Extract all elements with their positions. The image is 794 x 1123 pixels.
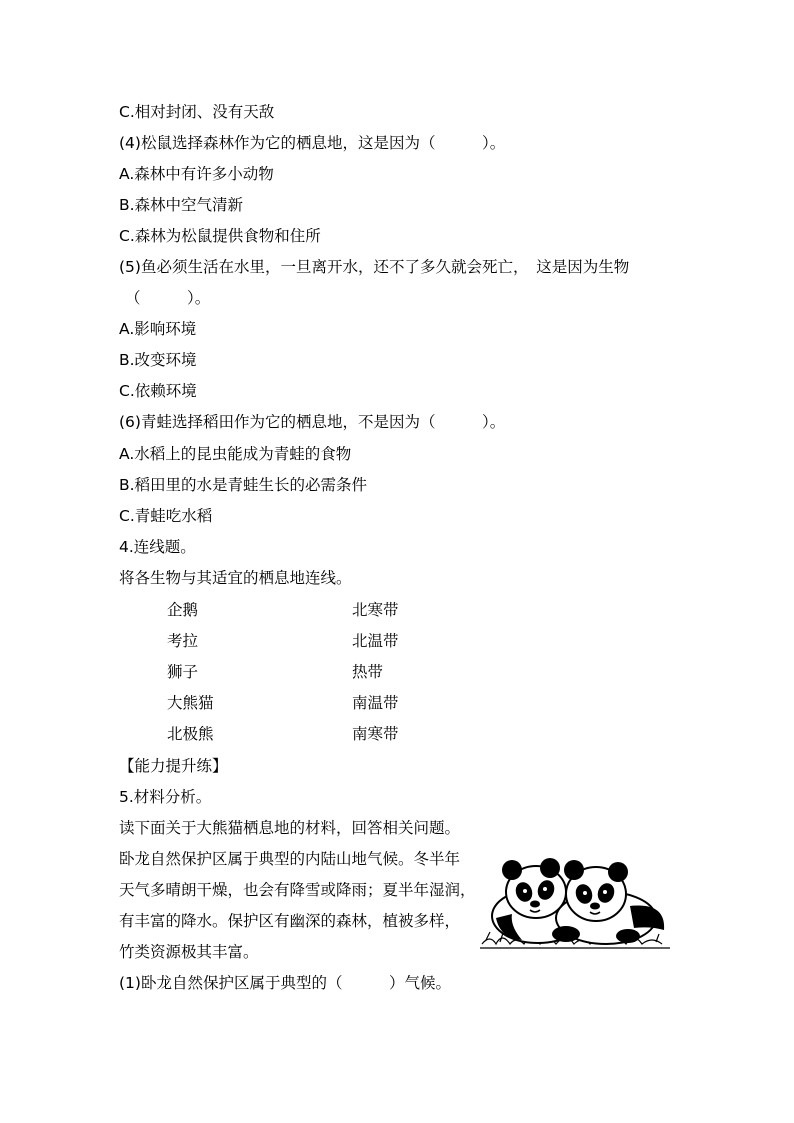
option-b-q4: B.森林中空气清新 (119, 196, 244, 214)
question-5-heading: 5.材料分析。 (119, 788, 212, 806)
question-4: (4)松鼠选择森林作为它的栖息地，这是因为（ ）。 (119, 134, 506, 152)
material-paragraph-line: 天气多晴朗干燥，也会有降雪或降雨；夏半年湿润， (119, 881, 476, 899)
section-heading-ability: 【能力提升练】 (119, 757, 228, 775)
habitat-item: 热带 (352, 663, 384, 681)
material-instruction: 读下面关于大熊猫栖息地的材料，回答相关问题。 (119, 819, 461, 837)
option-c-q3: C.相对封闭、没有天敌 (119, 103, 275, 121)
question-6: (6)青蛙选择稻田作为它的栖息地，不是因为（ ）。 (119, 413, 506, 431)
habitat-item: 南温带 (352, 694, 399, 712)
question-5-blank: （ ）。 (125, 289, 211, 307)
subquestion-1: (1)卧龙自然保护区属于典型的（ ）气候。 (119, 974, 451, 992)
material-paragraph-line: 竹类资源极其丰富。 (119, 943, 259, 961)
option-b-q5: B.改变环境 (119, 351, 197, 369)
panda-illustration (480, 856, 670, 950)
animal-item: 企鹅 (167, 601, 199, 619)
question-4-heading: 4.连线题。 (119, 538, 196, 556)
habitat-item: 南寒带 (352, 725, 399, 743)
option-b-q6: B.稻田里的水是青蛙生长的必需条件 (119, 476, 368, 494)
option-a-q5: A.影响环境 (119, 320, 197, 338)
material-paragraph-line: 有丰富的降水。保护区有幽深的森林，植被多样， (119, 912, 461, 930)
animal-item: 狮子 (167, 663, 199, 681)
option-a-q6: A.水稻上的昆虫能成为青蛙的食物 (119, 445, 352, 463)
question-5: (5)鱼必须生活在水里，一旦离开水，还不了多久就会死亡， 这是因为生物 (119, 258, 630, 276)
habitat-item: 北寒带 (352, 601, 399, 619)
habitat-item: 北温带 (352, 632, 399, 650)
material-paragraph-line: 卧龙自然保护区属于典型的内陆山地气候。冬半年 (119, 850, 461, 868)
animal-item: 北极熊 (167, 725, 214, 743)
option-c-q5: C.依赖环境 (119, 382, 197, 400)
option-c-q6: C.青蛙吃水稻 (119, 507, 213, 525)
matching-instruction: 将各生物与其适宜的栖息地连线。 (119, 569, 352, 587)
animal-item: 考拉 (167, 632, 199, 650)
animal-item: 大熊猫 (167, 694, 214, 712)
option-c-q4: C.森林为松鼠提供食物和住所 (119, 227, 321, 245)
option-a-q4: A.森林中有许多小动物 (119, 165, 274, 183)
